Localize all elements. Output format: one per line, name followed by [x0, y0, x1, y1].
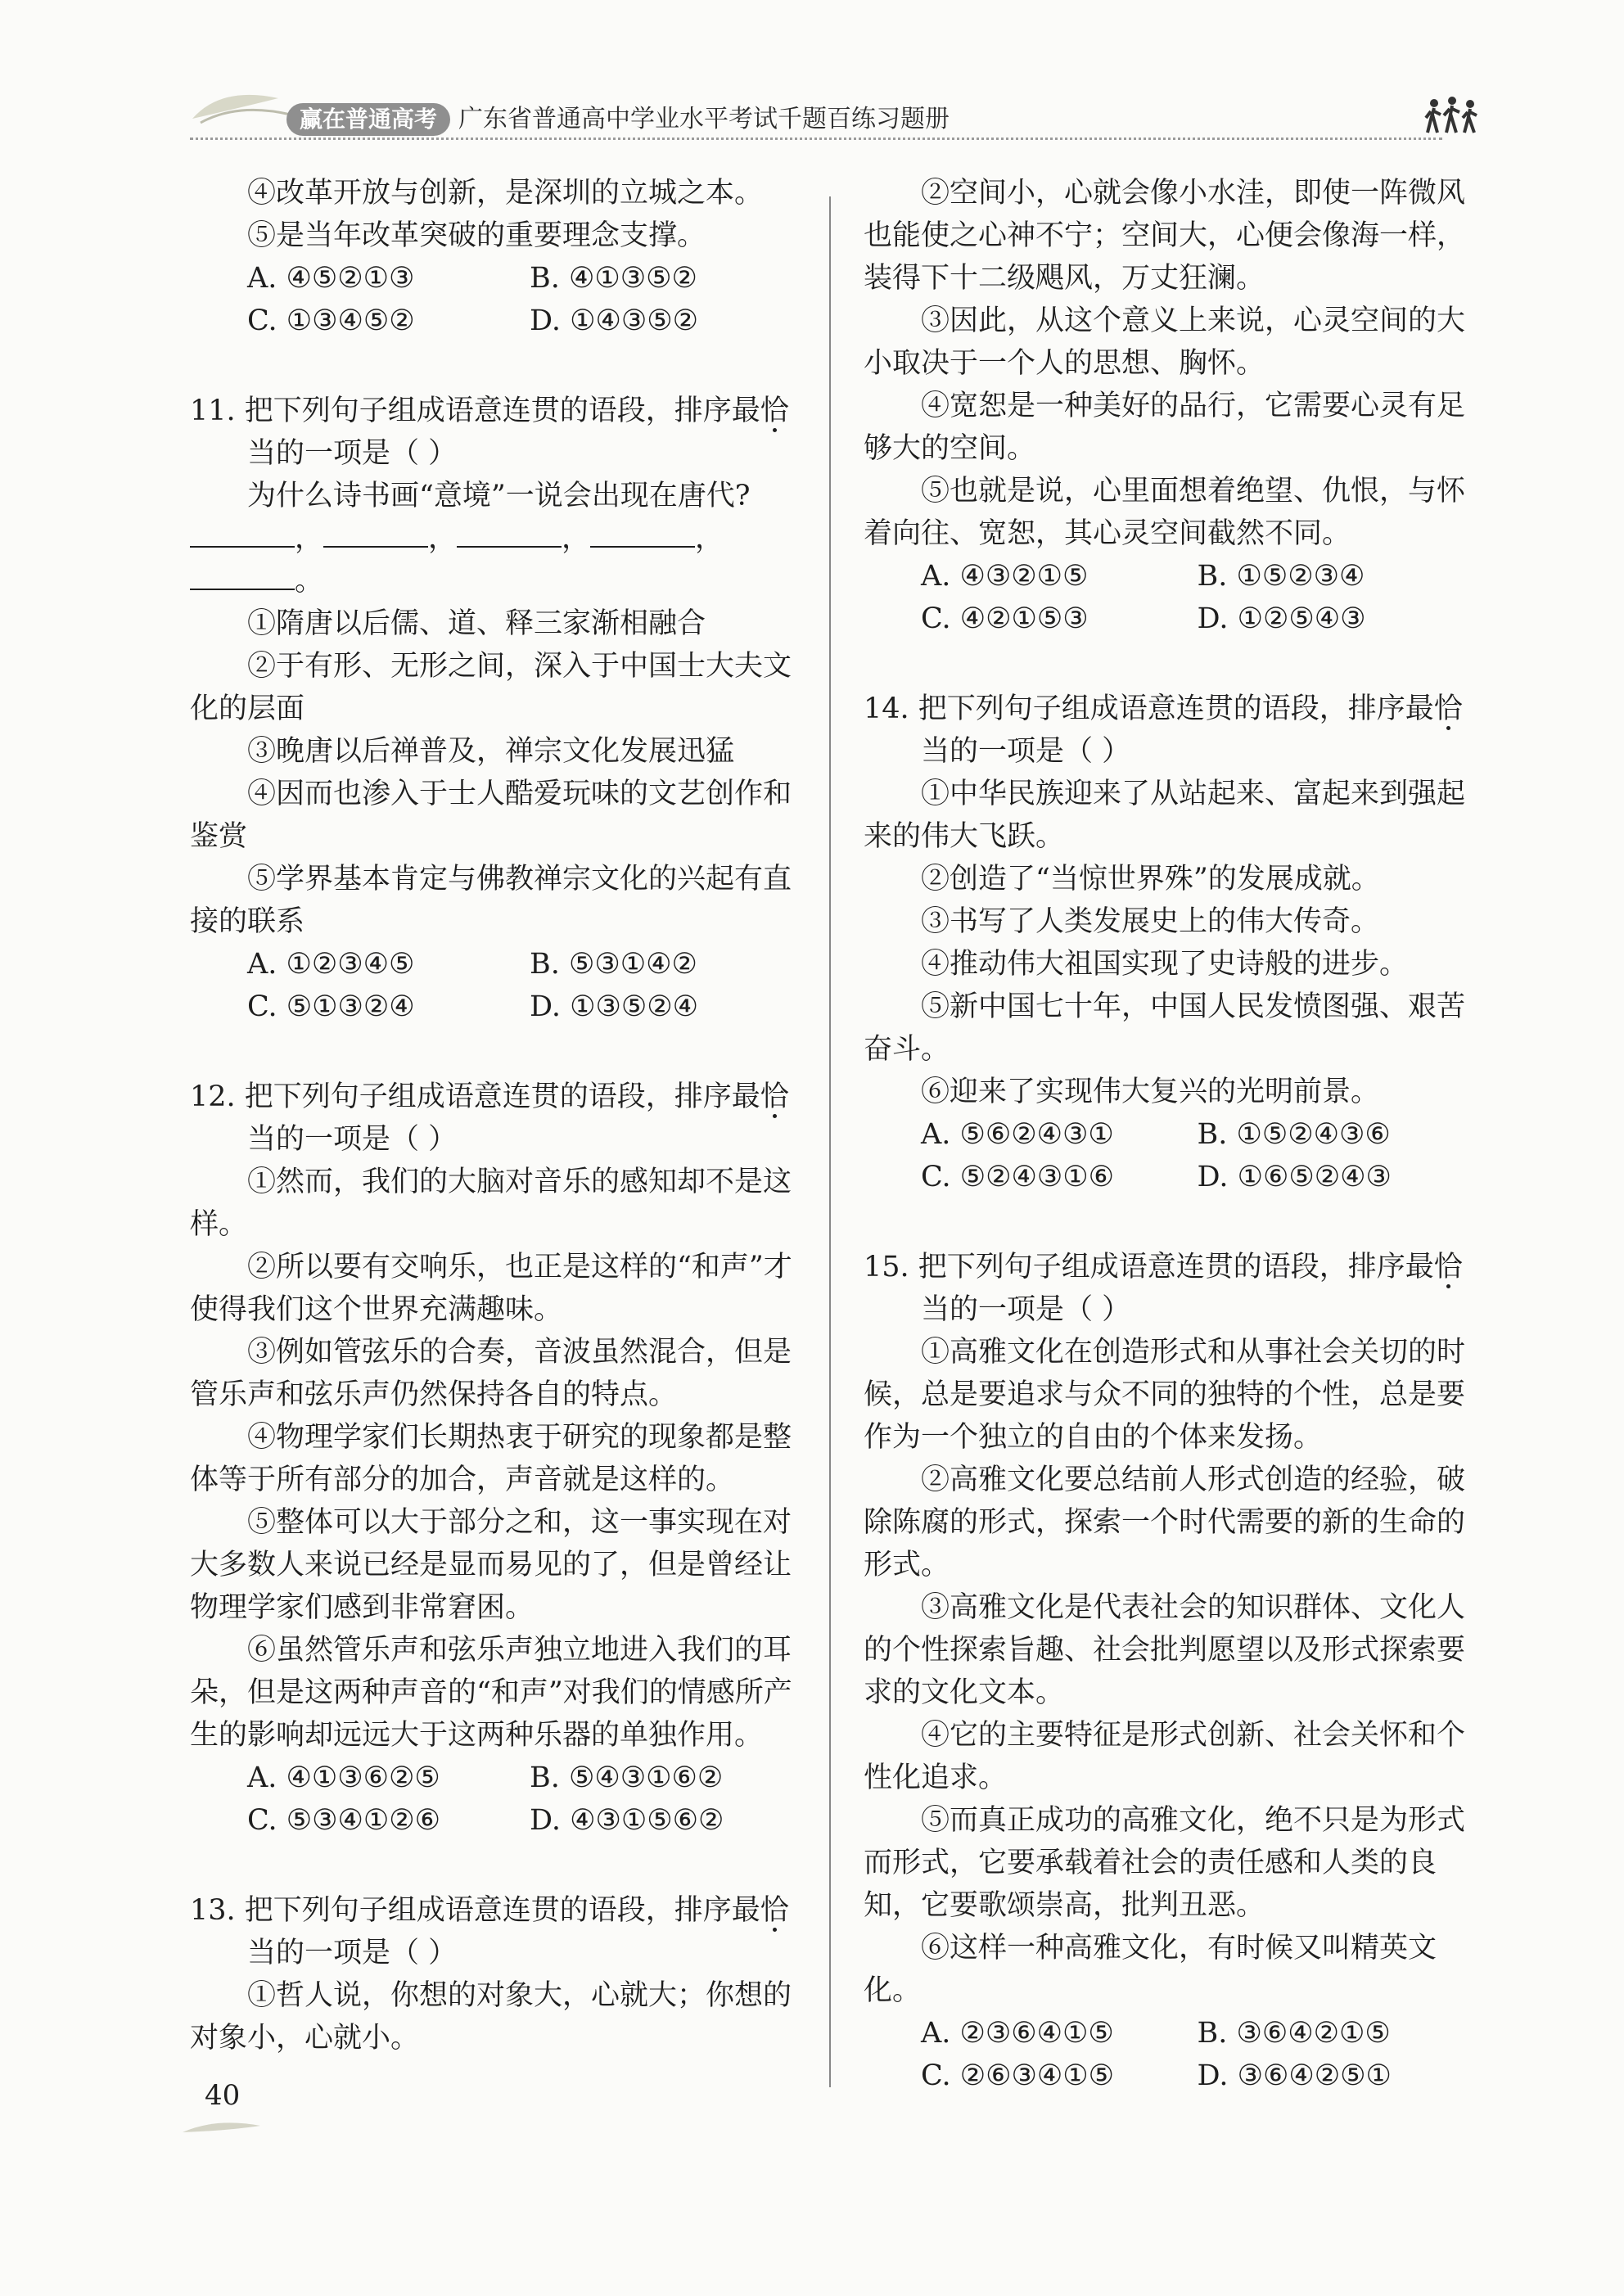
question-stem: 13. 把下列句子组成语意连贯的语段，排序最恰 当的一项是（ ）: [190, 1894, 789, 1969]
options-row: [864, 2055, 1473, 2097]
option-a[interactable]: A. ②③⑥④①⑤: [921, 2017, 1114, 2050]
option-b[interactable]: B. ④①③⑤②: [530, 262, 697, 295]
leaf-decoration-icon: [188, 82, 295, 131]
options-row: [864, 598, 1473, 640]
sentence: ②所以要有交响乐，也正是这样的“和声”才使得我们这个世界充满趣味。: [190, 1251, 792, 1326]
sentence: ⑥虽然管乐声和弦乐声独立地进入我们的耳朵，但是这两种声音的“和声”对我们的情感所产生的影响却远远大于这两种乐器的单独作用。: [190, 1634, 792, 1752]
sentence: ⑤整体可以大于部分之和，这一事实现在对大多数人来说已经是显而易见的了，但是曾经让物理学家们感到非常窘困。: [190, 1506, 792, 1624]
question-15: [864, 1246, 1473, 2097]
options-row: [864, 1156, 1473, 1198]
option-b[interactable]: B. ⑤④③①⑥②: [530, 1761, 724, 1794]
option-c[interactable]: C. ⑤③④①②⑥: [247, 1804, 441, 1837]
option-a[interactable]: A. ④③②①⑤: [921, 560, 1089, 593]
option-c[interactable]: C. ④②①⑤③: [921, 602, 1089, 635]
sentence: ①中华民族迎来了从站起来、富起来到强起来的伟大飞跃。: [864, 778, 1466, 853]
question-13: [190, 1889, 812, 2059]
options-row: [190, 1799, 812, 1842]
header-rule: [190, 138, 1442, 140]
options-row: [190, 986, 812, 1028]
sentence: ②空间小，心就会像小水洼，即使一阵微风也能使之心神不宁；空间大，心便会像海一样，装得下十二级飓风，万丈狂澜。: [864, 177, 1466, 295]
right-column: [864, 172, 1473, 2097]
sentence: ⑤学界基本肯定与佛教禅宗文化的兴起有直接的联系: [190, 863, 792, 938]
sentence: ⑥这样一种高雅文化，有时候又叫精英文化。: [864, 1932, 1437, 2007]
sentence: ③晚唐以后禅普及，禅宗文化发展迅猛: [247, 735, 735, 768]
series-badge: 赢在普通高考: [286, 103, 450, 136]
book-title: 广东省普通高中学业水平考试千题百练习题册: [458, 105, 950, 133]
options-row: [190, 943, 812, 986]
sentence: ②高雅文化要总结前人形式创造的经验，破除陈腐的形式，探索一个时代需要的新的生命的形式。: [864, 1464, 1466, 1581]
option-b[interactable]: B. ③⑥④②①⑤: [1197, 2017, 1391, 2050]
option-c[interactable]: C. ⑤②④③①⑥: [921, 1161, 1115, 1193]
sentence: ①隋唐以后儒、道、释三家渐相融合: [247, 607, 706, 640]
option-d[interactable]: D. ④③①⑤⑥②: [530, 1804, 724, 1837]
options-row: [864, 1113, 1473, 1156]
option-a[interactable]: A. ④⑤②①③: [247, 262, 415, 295]
question-11: [190, 390, 812, 1028]
running-header: [188, 98, 1465, 147]
answer-blanks[interactable]: ， ， ， ， 。: [190, 517, 812, 602]
runners-icon: [1424, 97, 1482, 134]
options-row: [864, 555, 1473, 598]
sentence: ④因而也渗入于士人酷爱玩味的文艺创作和鉴赏: [190, 778, 792, 853]
option-a[interactable]: A. ④①③⑥②⑤: [247, 1761, 440, 1794]
sentence: ②创造了“当惊世界殊”的发展成就。: [921, 863, 1380, 895]
option-b[interactable]: B. ①⑤②③④: [1197, 560, 1365, 593]
sentence: ④物理学家们长期热衷于研究的现象都是整体等于所有部分的加合，声音就是这样的。: [190, 1421, 792, 1496]
sentence: ⑥迎来了实现伟大复兴的光明前景。: [921, 1076, 1380, 1108]
question-stem: 12. 把下列句子组成语意连贯的语段，排序最恰 当的一项是（ ）: [190, 1080, 789, 1156]
option-b[interactable]: B. ①⑤②④③⑥: [1197, 1118, 1391, 1151]
lead-sentence: 为什么诗书画“意境”一说会出现在唐代?: [247, 480, 751, 512]
footer-leaf-icon: [178, 2116, 268, 2140]
column-divider: [829, 196, 831, 2087]
option-c[interactable]: C. ②⑥③④①⑤: [921, 2059, 1115, 2092]
option-d[interactable]: D. ①②⑤④③: [1197, 602, 1366, 635]
option-c[interactable]: C. ⑤①③②④: [247, 990, 415, 1023]
option-d[interactable]: D. ③⑥④②⑤①: [1197, 2059, 1392, 2092]
sentence: ②于有形、无形之间，深入于中国士大夫文化的层面: [190, 650, 792, 725]
options-row: [190, 257, 812, 300]
question-10-continued: [190, 172, 812, 342]
question-stem: 11. 把下列句子组成语意连贯的语段，排序最恰 当的一项是（ ）: [190, 395, 789, 470]
sentence: ④宽恕是一种美好的品行，它需要心灵有足够大的空间。: [864, 390, 1466, 465]
sentence: ⑤而真正成功的高雅文化，绝不只是为形式而形式，它要承载着社会的责任感和人类的良知，它要歌颂崇高，批判丑恶。: [864, 1804, 1466, 1922]
options-row: [864, 2012, 1473, 2055]
sentence: ④它的主要特征是形式创新、社会关怀和个性化追求。: [864, 1719, 1466, 1794]
question-stem: 15. 把下列句子组成语意连贯的语段，排序最恰 当的一项是（ ）: [864, 1251, 1463, 1326]
sentence: ①哲人说，你想的对象大，心就大；你想的对象小，心就小。: [190, 1979, 792, 2055]
sentence: ④推动伟大祖国实现了史诗般的进步。: [921, 948, 1409, 981]
left-column: [190, 172, 812, 2059]
sentence: ③高雅文化是代表社会的知识群体、文化人的个性探索旨趣、社会批判愿望以及形式探索要求的文化文本。: [864, 1591, 1466, 1709]
sentence: ⑤也就是说，心里面想着绝望、仇恨，与怀着向往、宽恕，其心灵空间截然不同。: [864, 475, 1466, 550]
option-b[interactable]: B. ⑤③①④②: [530, 948, 697, 981]
sentence: ①高雅文化在创造形式和从事社会关切的时候，总是要追求与众不同的独特的个性，总是要作为一个独立的自由的个体来发扬。: [864, 1336, 1466, 1454]
options-row: [190, 300, 812, 342]
question-13-continued: [864, 172, 1473, 640]
options-row: [190, 1757, 812, 1799]
option-c[interactable]: C. ①③④⑤②: [247, 304, 415, 337]
sentence: ④改革开放与创新，是深圳的立城之本。: [247, 177, 764, 210]
page-number: 40: [205, 2079, 241, 2112]
option-d[interactable]: D. ①⑥⑤②④③: [1197, 1161, 1392, 1193]
question-stem: 14. 把下列句子组成语意连贯的语段，排序最恰 当的一项是（ ）: [864, 692, 1463, 768]
sentence: ⑤是当年改革突破的重要理念支撑。: [247, 219, 706, 252]
question-14: [864, 688, 1473, 1198]
option-a[interactable]: A. ①②③④⑤: [247, 948, 415, 981]
sentence: ⑤新中国七十年，中国人民发愤图强、艰苦奋斗。: [864, 990, 1466, 1066]
question-12: [190, 1076, 812, 1842]
option-a[interactable]: A. ⑤⑥②④③①: [921, 1118, 1114, 1151]
sentence: ③因此，从这个意义上来说，心灵空间的大小取决于一个人的思想、胸怀。: [864, 304, 1466, 380]
sentence: ③书写了人类发展史上的伟大传奇。: [921, 905, 1380, 938]
sentence: ①然而，我们的大脑对音乐的感知却不是这样。: [190, 1166, 792, 1241]
option-d[interactable]: D. ①④③⑤②: [530, 304, 698, 337]
option-d[interactable]: D. ①③⑤②④: [530, 990, 698, 1023]
sentence: ③例如管弦乐的合奏，音波虽然混合，但是管乐声和弦乐声仍然保持各自的特点。: [190, 1336, 792, 1411]
